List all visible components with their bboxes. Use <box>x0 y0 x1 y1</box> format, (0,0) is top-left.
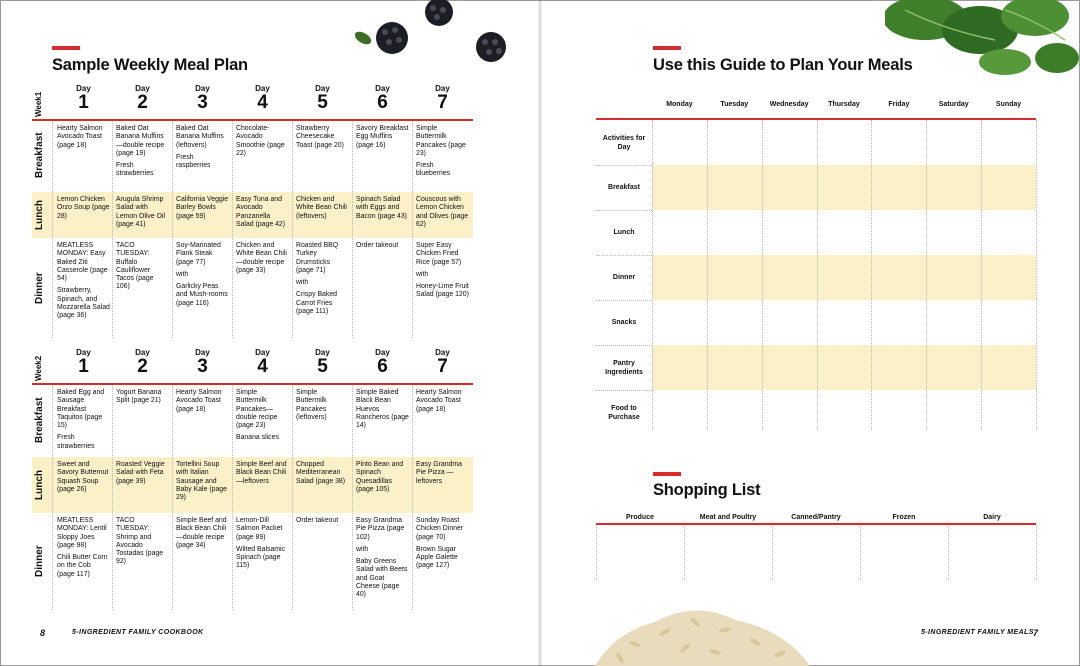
meal-item: Pinto Bean and Spinach Quesadillas (page 105) <box>356 461 404 493</box>
meal-cell <box>57 242 110 325</box>
day-header <box>353 348 412 376</box>
row-divider <box>596 300 652 301</box>
row-label-dinner: Dinner <box>34 272 45 304</box>
meal-cell <box>296 125 349 154</box>
column-divider <box>172 385 173 610</box>
day-word: Day <box>195 84 210 93</box>
day-number: 2 <box>137 356 148 377</box>
day-header <box>293 348 352 376</box>
planner-title: Use this Guide to Plan Your Meals <box>653 56 913 74</box>
meal-item: Savory Breakfast Egg Muffins (page 16) <box>356 125 409 149</box>
day-word: Day <box>255 84 270 93</box>
meal-item: with <box>176 270 189 278</box>
day-header <box>293 84 352 112</box>
weekday-header: Tuesday <box>720 101 749 108</box>
meal-cell <box>57 517 110 583</box>
meal-cell <box>236 125 289 162</box>
meal-item: Simple Buttermilk Pancakes—double recipe (page 23) <box>236 389 278 430</box>
meal-item: Wilted Balsamic Spinach (page 115) <box>236 545 286 570</box>
weekday-header: Monday <box>666 101 693 108</box>
meal-item: Fresh blueberries <box>416 162 451 178</box>
week-header-rule <box>32 383 473 385</box>
row-label-dinner: Dinner <box>34 545 45 578</box>
column-divider <box>352 385 353 610</box>
meal-cell <box>176 461 229 506</box>
weekday-header: Friday <box>888 101 910 108</box>
meal-item: Baked Egg and Sausage Breakfast Taquitos (page 15) <box>57 389 105 430</box>
meal-item: Easy Grandma Pie Pizza —leftovers <box>416 461 462 485</box>
weekday-header: Thursday <box>828 101 860 108</box>
row-label-lunch: Lunch <box>34 470 45 500</box>
day-word: Day <box>375 348 390 357</box>
page-number-left: 8 <box>40 628 46 638</box>
meal-cell <box>356 242 409 254</box>
meal-item: with <box>416 270 429 278</box>
meal-item: Simple Buttermilk Pancakes (leftovers) <box>296 389 327 421</box>
day-number: 6 <box>377 356 388 377</box>
day-number: 7 <box>437 356 448 377</box>
meal-cell <box>236 461 289 490</box>
meal-item: Soy-Marinated Flank Steak (page 77) <box>176 242 221 266</box>
rice-grains-illustration <box>595 592 810 666</box>
meal-item: Chicken and White Bean Chili (leftovers) <box>296 196 347 220</box>
shopping-column-divider[interactable] <box>684 525 685 580</box>
row-divider <box>596 255 652 256</box>
meal-item: Honey-Lime Fruit Salad (page 120) <box>416 283 469 299</box>
day-header <box>173 348 232 376</box>
meal-cell <box>416 389 469 418</box>
meal-item: Yogurt Banana Split (page 21) <box>116 389 162 405</box>
planner-row-label: Pantry Ingredients <box>605 359 643 376</box>
day-word: Day <box>375 84 390 93</box>
day-header <box>353 84 412 112</box>
meal-item: Baked Oat Banana Muffins (leftovers) <box>176 125 224 149</box>
day-number: 5 <box>317 356 328 377</box>
meal-item: Hearty Salmon Avocado Toast (page 18) <box>57 125 103 149</box>
row-divider <box>596 165 652 166</box>
planner-column-divider[interactable] <box>926 120 927 430</box>
day-number: 6 <box>377 92 388 113</box>
meal-item: Baked Oat Banana Muffins—double recipe (page 19) <box>116 125 165 157</box>
column-divider <box>292 385 293 610</box>
meal-cell <box>236 196 289 233</box>
meal-cell <box>416 461 469 490</box>
weekday-header: Sunday <box>995 101 1022 108</box>
weekday-header: Wednesday <box>769 101 809 108</box>
day-header <box>173 84 232 112</box>
day-header <box>54 84 113 112</box>
meal-item: Super Easy Chicken Fried Rice (page 57) <box>416 242 462 266</box>
column-divider <box>292 121 293 338</box>
meal-item: Chili Butter Corn on the Cob (page 117) <box>57 554 108 578</box>
meal-cell <box>236 389 289 447</box>
day-number: 7 <box>437 92 448 113</box>
day-word: Day <box>135 84 150 93</box>
planner-column-divider[interactable] <box>762 120 763 430</box>
day-word: Day <box>135 348 150 357</box>
meal-cell <box>416 125 469 183</box>
week-label: Week2 <box>34 355 43 381</box>
title-accent-bar <box>52 46 80 50</box>
planner-row-highlight <box>652 255 1036 300</box>
meal-item: Simple Buttermilk Pancakes (page 23) <box>416 125 466 157</box>
meal-cell <box>116 389 169 410</box>
meal-item: Lemon Chicken Orzo Soup (page 28) <box>57 196 110 220</box>
planner-column-divider[interactable] <box>981 120 982 430</box>
row-label-lunch: Lunch <box>34 200 45 230</box>
day-word: Day <box>195 348 210 357</box>
meal-cell <box>356 461 409 498</box>
shopping-column-header: Frozen <box>892 514 916 521</box>
day-header <box>413 84 472 112</box>
meal-cell <box>176 125 229 174</box>
meal-item: TACO TUESDAY: Shrimp and Avocado Tostadas (page 92) <box>116 517 164 566</box>
planner-column-divider[interactable] <box>817 120 818 430</box>
meal-cell <box>176 389 229 418</box>
meal-item: Easy Grandma Pie Pizza (page 102) <box>356 517 405 541</box>
meal-cell <box>356 196 409 225</box>
meal-cell <box>176 517 229 554</box>
book-title-right: 5-INGREDIENT FAMILY MEALS <box>921 629 1034 636</box>
meal-item: Tortellini Soup with Italian Sausage and Baby Kale (page 29) <box>176 461 227 502</box>
planner-row-label: Lunch <box>613 229 635 236</box>
meal-cell <box>176 196 229 225</box>
day-word: Day <box>435 84 450 93</box>
day-header <box>113 348 172 376</box>
day-number: 3 <box>197 92 208 113</box>
meal-item: Fresh raspberries <box>176 153 211 170</box>
meal-item: Crispy Baked Carrot Fries (page 111) <box>296 291 337 316</box>
meal-cell <box>296 196 349 225</box>
shopping-column-header: Meat and Poultry <box>699 514 757 521</box>
row-divider <box>596 210 652 211</box>
week-label: Week1 <box>34 91 43 117</box>
column-divider <box>112 385 113 610</box>
row-divider <box>596 345 652 346</box>
weekday-header: Saturday <box>938 101 969 108</box>
meal-cell <box>356 517 409 604</box>
meal-item: California Veggie Barley Bowls (page 59) <box>176 196 229 220</box>
meal-item: Simple Beef and Black Bean Chili—double recipe (page 34) <box>176 517 227 549</box>
meal-cell <box>416 242 469 304</box>
meal-cell <box>296 517 349 529</box>
meal-cell <box>416 196 469 233</box>
column-divider <box>412 121 413 338</box>
shopping-list-title: Shopping List <box>653 481 761 499</box>
meal-cell <box>236 517 289 575</box>
planner-row-label: Activities for Day <box>602 134 646 151</box>
shopping-column-divider[interactable] <box>772 525 773 580</box>
meal-cell <box>296 389 349 426</box>
column-divider <box>412 385 413 610</box>
book-title-left: 5-INGREDIENT FAMILY COOKBOOK <box>72 629 204 636</box>
day-number: 5 <box>317 92 328 113</box>
page-number-right: 7 <box>1033 628 1039 638</box>
meal-item: Couscous with Lemon Chicken and Olives (page 62) <box>416 196 469 228</box>
meal-item: Sunday Roast Chicken Dinner (page 70) <box>416 517 464 541</box>
column-divider <box>172 121 173 338</box>
planner-row-highlight <box>652 345 1036 390</box>
meal-item: Banana slices <box>236 434 279 442</box>
meal-item: Fresh strawberries <box>116 162 154 178</box>
shopping-accent-bar <box>653 472 681 476</box>
meal-item: Chicken and White Bean Chili—double recipe (page 33) <box>236 242 287 274</box>
shopping-column-divider[interactable] <box>948 525 949 580</box>
meal-item: MEATLESS MONDAY: Lentil Sloppy Joes (page 98) <box>57 517 107 549</box>
meal-item: Order takeout <box>296 517 339 524</box>
column-divider <box>232 385 233 610</box>
meal-item: Hearty Salmon Avocado Toast (page 18) <box>416 389 462 413</box>
day-word: Day <box>435 348 450 357</box>
meal-item: Strawberry Cheesecake Toast (page 20) <box>296 125 344 149</box>
meal-item: Lemon-Dill Salmon Packet (page 89) <box>236 517 283 541</box>
meal-item: Roasted BBQ Turkey Drumsticks (page 71) <box>296 242 339 274</box>
meal-item: Arugula Shrimp Salad with Lemon Olive Oil (page 41) <box>116 196 166 228</box>
day-number: 2 <box>137 92 148 113</box>
meal-cell <box>116 461 169 490</box>
meal-item: with <box>356 545 369 553</box>
meal-cell <box>116 242 169 296</box>
day-header <box>54 348 113 376</box>
planner-accent-bar <box>653 46 681 50</box>
planner-column-divider[interactable] <box>1036 120 1037 430</box>
meal-item: TACO TUESDAY: Buffalo Cauliflower Tacos (page 106) <box>116 242 154 291</box>
day-number: 1 <box>78 92 89 113</box>
planner-column-divider[interactable] <box>707 120 708 430</box>
day-word: Day <box>76 348 91 357</box>
meal-item: Fresh strawberries <box>57 434 95 450</box>
meal-item: Brown Sugar Apple Galette (page 127) <box>416 545 458 570</box>
week-header-rule <box>32 119 473 121</box>
column-divider <box>352 121 353 338</box>
row-label-breakfast: Breakfast <box>34 132 45 179</box>
shopping-column-divider[interactable] <box>596 525 597 580</box>
day-number: 4 <box>257 92 268 113</box>
shopping-header-rule <box>596 523 1036 525</box>
shopping-column-divider[interactable] <box>860 525 861 580</box>
day-word: Day <box>76 84 91 93</box>
day-header <box>413 348 472 376</box>
day-number: 1 <box>78 356 89 377</box>
meal-cell <box>57 125 110 154</box>
day-word: Day <box>315 84 330 93</box>
shopping-column-header: Dairy <box>983 514 1001 521</box>
meal-item: Simple Baked Black Bean Huevos Rancheros (page 14) <box>356 389 409 430</box>
meal-item: Strawberry, Spinach, and Mozzarella Salad (page 36) <box>57 287 110 320</box>
meal-item: Order takeout <box>356 242 399 249</box>
meal-cell <box>356 389 409 434</box>
day-number: 3 <box>197 356 208 377</box>
meal-cell <box>356 125 409 154</box>
column-divider <box>232 121 233 338</box>
meal-item: Garlicky Peas and Mush-rooms (page 116) <box>176 283 228 307</box>
meal-item: Chopped Mediterranean Salad (page 38) <box>296 461 346 485</box>
meal-cell <box>57 196 110 225</box>
book-gutter <box>538 0 542 666</box>
meal-item: with <box>296 279 309 287</box>
planner-column-divider[interactable] <box>652 120 653 430</box>
planner-row-label: Dinner <box>612 274 636 281</box>
meal-cell <box>116 196 169 233</box>
meal-cell <box>416 517 469 575</box>
planner-row-highlight <box>652 165 1036 210</box>
meal-item: Chocolate-Avocado Smoothie (page 22) <box>236 125 285 157</box>
shopping-column-header: Canned/Pantry <box>791 514 841 521</box>
column-divider <box>52 121 53 338</box>
meal-cell <box>57 389 110 455</box>
meal-cell <box>116 517 169 571</box>
meal-cell <box>296 242 349 320</box>
day-number: 4 <box>257 356 268 377</box>
meal-item: Baby Greens Salad with Beets and Goat Cheese (page 40) <box>356 558 408 599</box>
meal-cell <box>296 461 349 490</box>
meal-item: MEATLESS MONDAY: Easy Baked Ziti Casserole (page 54) <box>57 242 108 283</box>
day-header <box>233 84 292 112</box>
blackberries-illustration <box>355 0 515 70</box>
page-title: Sample Weekly Meal Plan <box>52 56 248 74</box>
shopping-column-divider[interactable] <box>1036 525 1037 580</box>
meal-item: Roasted Veggie Salad with Feta (page 39) <box>116 461 165 485</box>
meal-item: Sweet and Savory Butternut Squash Soup (page 26) <box>57 461 109 493</box>
spinach-leaves-illustration <box>885 0 1079 85</box>
row-label-breakfast: Breakfast <box>34 397 45 443</box>
planner-column-divider[interactable] <box>871 120 872 430</box>
meal-item: Simple Beef and Black Bean Chili—leftovers <box>236 461 287 485</box>
meal-item: Spinach Salad with Eggs and Bacon (page 43) <box>356 196 407 220</box>
day-word: Day <box>255 348 270 357</box>
meal-cell <box>236 242 289 279</box>
meal-cell <box>176 242 229 312</box>
row-divider <box>596 390 652 391</box>
planner-row-label: Food to Purchase <box>608 404 640 421</box>
planner-row-label: Breakfast <box>608 184 640 191</box>
column-divider <box>52 385 53 610</box>
day-header <box>113 84 172 112</box>
day-header <box>233 348 292 376</box>
planner-row-label: Snacks <box>611 319 637 326</box>
meal-item: Easy Tuna and Avocado Panzanella Salad (page 42) <box>236 196 286 228</box>
column-divider <box>112 121 113 338</box>
shopping-column-header: Produce <box>625 514 654 521</box>
meal-cell <box>116 125 169 183</box>
meal-cell <box>57 461 110 498</box>
day-word: Day <box>315 348 330 357</box>
meal-item: Hearty Salmon Avocado Toast (page 18) <box>176 389 222 413</box>
